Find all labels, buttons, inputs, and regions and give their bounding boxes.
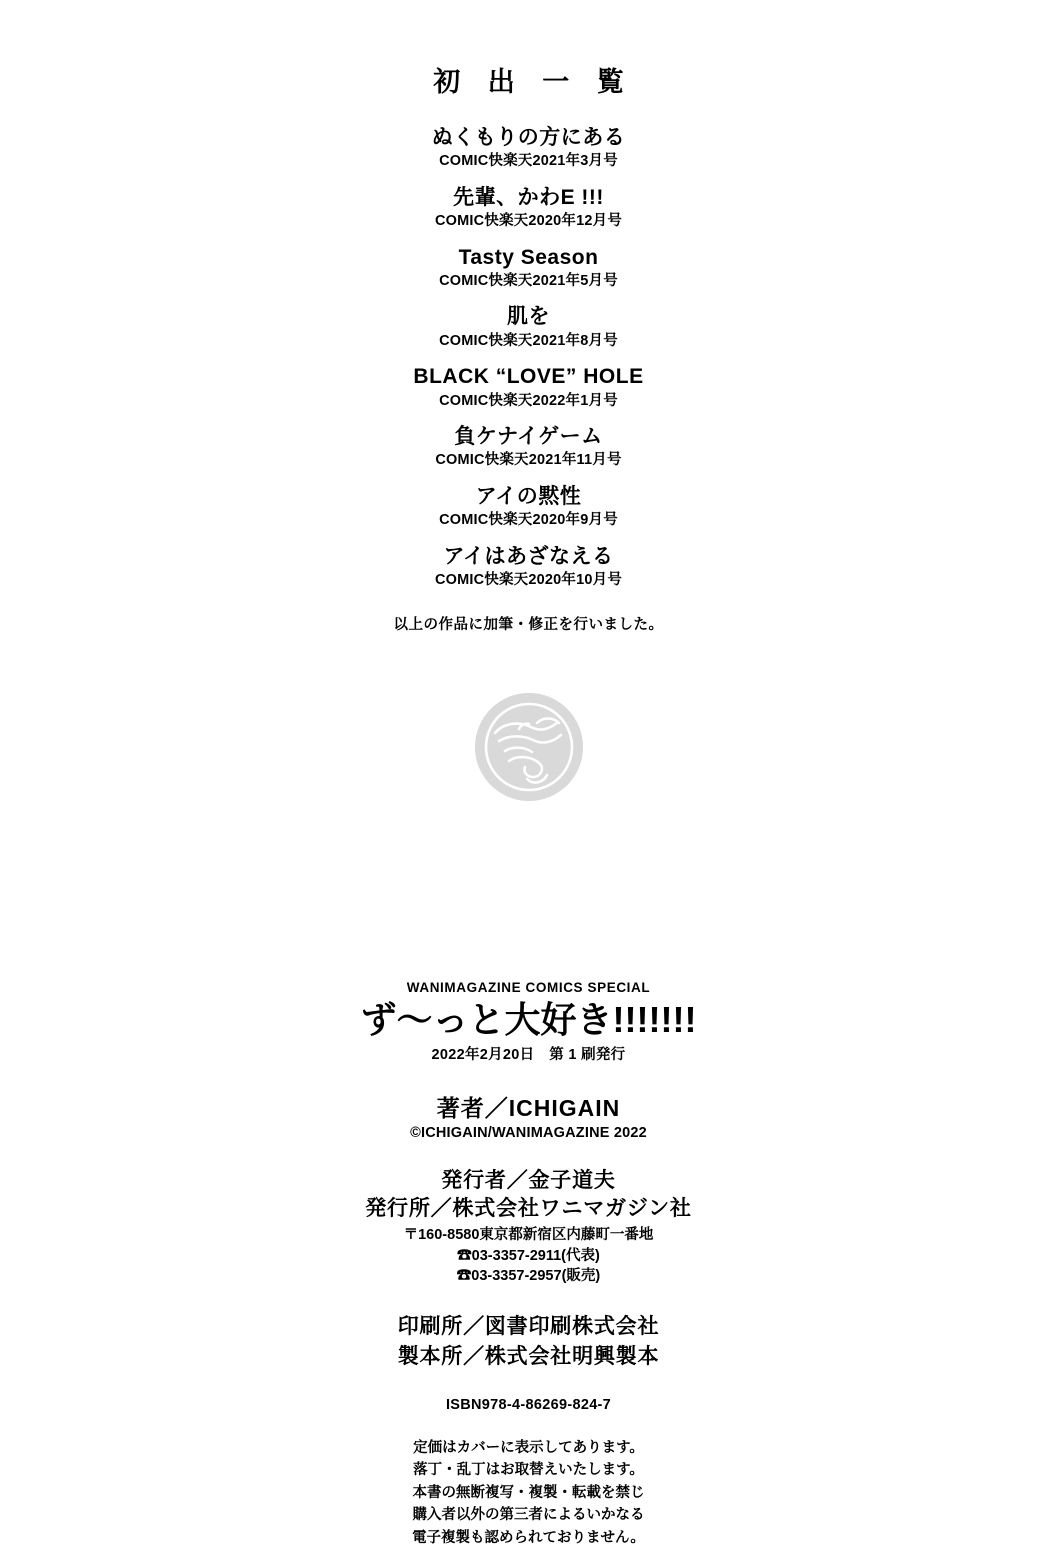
printer-line: 印刷所／図書印刷株式会社	[397, 1315, 660, 1339]
list-item	[0, 125, 1057, 172]
first-publication-heading: 初 出 一 覧	[433, 67, 634, 97]
notice-line: 本書の無断複写・複製・転載を禁じ	[412, 1484, 645, 1501]
list-item	[0, 364, 1057, 411]
notice-line: 電子複製も認められておりません。	[412, 1529, 645, 1546]
publication-source: COMIC快楽天2021年11月号	[435, 452, 622, 469]
publication-source: COMIC快楽天2020年10月号	[434, 571, 623, 588]
list-item	[0, 245, 1057, 292]
first-publication-section	[0, 60, 1057, 634]
publication-title: 先輩、かわE !!!	[453, 185, 604, 209]
author-line: 著者／ICHIGAIN	[436, 1094, 621, 1121]
notice-line: 定価はカバーに表示してあります。	[413, 1439, 644, 1456]
isbn-line: ISBN978-4-86269-824-7	[445, 1396, 612, 1413]
list-item	[0, 185, 1057, 232]
publication-title: アイはあざなえる	[443, 544, 614, 568]
telephone-sales: ☎03-3357-2957(販売)	[456, 1267, 601, 1284]
series-label: WANIMAGAZINE COMICS SPECIAL	[406, 980, 651, 995]
wanimagazine-dragon-emblem-icon	[475, 693, 583, 801]
publication-title: ぬくもりの方にある	[431, 126, 626, 149]
publication-source: COMIC快楽天2020年12月号	[434, 213, 623, 230]
publication-source: COMIC快楽天2021年8月号	[439, 332, 618, 349]
emblem-container	[0, 693, 1057, 801]
list-item	[0, 544, 1057, 591]
list-item	[0, 484, 1057, 531]
list-item	[0, 424, 1057, 471]
publisher-person: 発行者／金子道夫	[441, 1168, 616, 1192]
telephone-main: ☎03-3357-2911(代表)	[457, 1247, 600, 1264]
publication-source: COMIC快楽天2021年3月号	[439, 153, 618, 170]
publication-title: 肌を	[507, 305, 550, 329]
publication-title: アイの黙性	[475, 484, 582, 508]
notice-line: 購入者以外の第三者によるいかなる	[412, 1507, 645, 1524]
publication-title: Tasty Season	[458, 245, 599, 269]
notice-line: 落丁・乱丁はお取替えいたします。	[413, 1462, 644, 1479]
list-item	[0, 304, 1057, 351]
publication-source: COMIC快楽天2021年5月号	[439, 272, 618, 289]
publication-source: COMIC快楽天2020年9月号	[439, 512, 618, 529]
publication-title: 負ケナイゲーム	[454, 425, 603, 449]
colophon-section	[0, 980, 1057, 1549]
publication-date: 2022年2月20日 第 1 刷発行	[431, 1046, 626, 1063]
binder-line: 製本所／株式会社明興製本	[397, 1344, 660, 1368]
publication-source: COMIC快楽天2022年1月号	[439, 392, 618, 409]
book-title: ず～っと大好き!!!!!!!	[360, 999, 697, 1040]
publisher-company: 発行所／株式会社ワニマガジン社	[365, 1196, 692, 1220]
publisher-address: 〒160-8580東京都新宿区内藤町一番地	[403, 1227, 654, 1244]
first-publication-note: 以上の作品に加筆・修正を行いました。	[393, 616, 664, 633]
publication-title: BLACK “LOVE” HOLE	[413, 365, 644, 389]
copyright-line: ©ICHIGAIN/WANIMAGAZINE 2022	[410, 1124, 647, 1141]
